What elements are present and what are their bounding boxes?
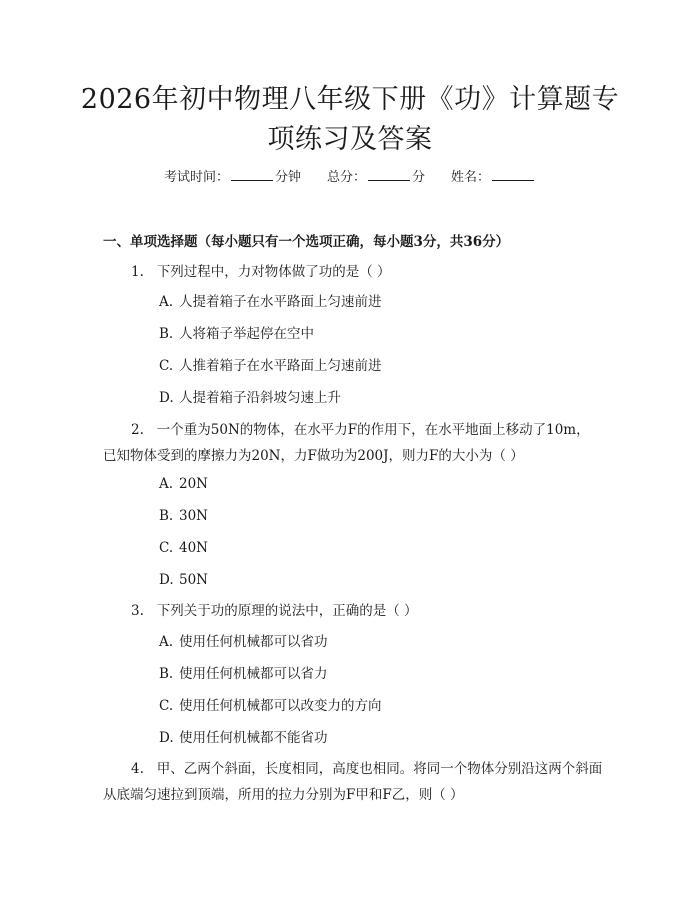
page-title-line-2: 项练习及答案 xyxy=(267,124,433,155)
exam-meta xyxy=(0,168,700,188)
section-heading: 一、单项选择题（每小题只有一个选项正确，每小题3分，共36分） xyxy=(103,234,510,250)
question-text: 一个重为50N的物体，在水平力F的作用下，在水平地面上移动了10m，已知物体受到的摩擦力为20N，力F做功为200J，则力F的大小为（ ） xyxy=(103,422,590,464)
question-number: 2. xyxy=(131,422,144,438)
question-2 xyxy=(103,417,603,469)
question-number: 3. xyxy=(131,603,144,619)
question-text: 下列过程中，力对物体做了功的是（ ） xyxy=(156,264,391,280)
score-blank xyxy=(368,168,410,181)
score-unit: 分 xyxy=(412,170,426,185)
question-number: 1. xyxy=(131,264,144,280)
question-number: 4. xyxy=(131,761,144,777)
question-1 xyxy=(103,259,603,285)
question-1-option-d: D. 人提着箱子沿斜坡匀速上升 xyxy=(159,390,341,406)
name-blank xyxy=(492,168,534,181)
question-1-option-b: B. 人将箱子举起停在空中 xyxy=(159,326,314,342)
question-3-option-a: A. 使用任何机械都可以省功 xyxy=(159,634,328,650)
time-blank xyxy=(231,168,273,181)
question-text: 甲、乙两个斜面，长度相同，高度也相同。将同一个物体分别沿这两个斜面从底端匀速拉到顶端，所用的拉力分别为F甲和F乙，则（ ） xyxy=(103,761,603,803)
time-label: 考试时间： xyxy=(163,170,229,185)
question-3-option-d: D. 使用任何机械都不能省功 xyxy=(159,730,328,746)
name-label: 姓名： xyxy=(451,170,491,185)
page-title-line-1: 2026年初中物理八年级下册《功》计算题专 xyxy=(80,84,620,115)
time-unit: 分钟 xyxy=(274,170,301,185)
question-2-option-a: A. 20N xyxy=(159,476,208,492)
question-3-option-b: B. 使用任何机械都可以省力 xyxy=(159,666,328,682)
question-1-option-a: A. 人提着箱子在水平路面上匀速前进 xyxy=(159,294,382,310)
question-2-option-b: B. 30N xyxy=(159,508,208,524)
score-label: 总分： xyxy=(326,170,366,185)
question-2-option-c: C. 40N xyxy=(159,540,208,556)
question-3 xyxy=(103,598,603,624)
question-text: 下列关于功的原理的说法中，正确的是（ ） xyxy=(156,603,418,619)
question-3-option-c: C. 使用任何机械都可以改变力的方向 xyxy=(159,698,382,714)
question-4 xyxy=(103,756,603,808)
question-2-option-d: D. 50N xyxy=(159,572,208,588)
question-1-option-c: C. 人推着箱子在水平路面上匀速前进 xyxy=(159,358,382,374)
